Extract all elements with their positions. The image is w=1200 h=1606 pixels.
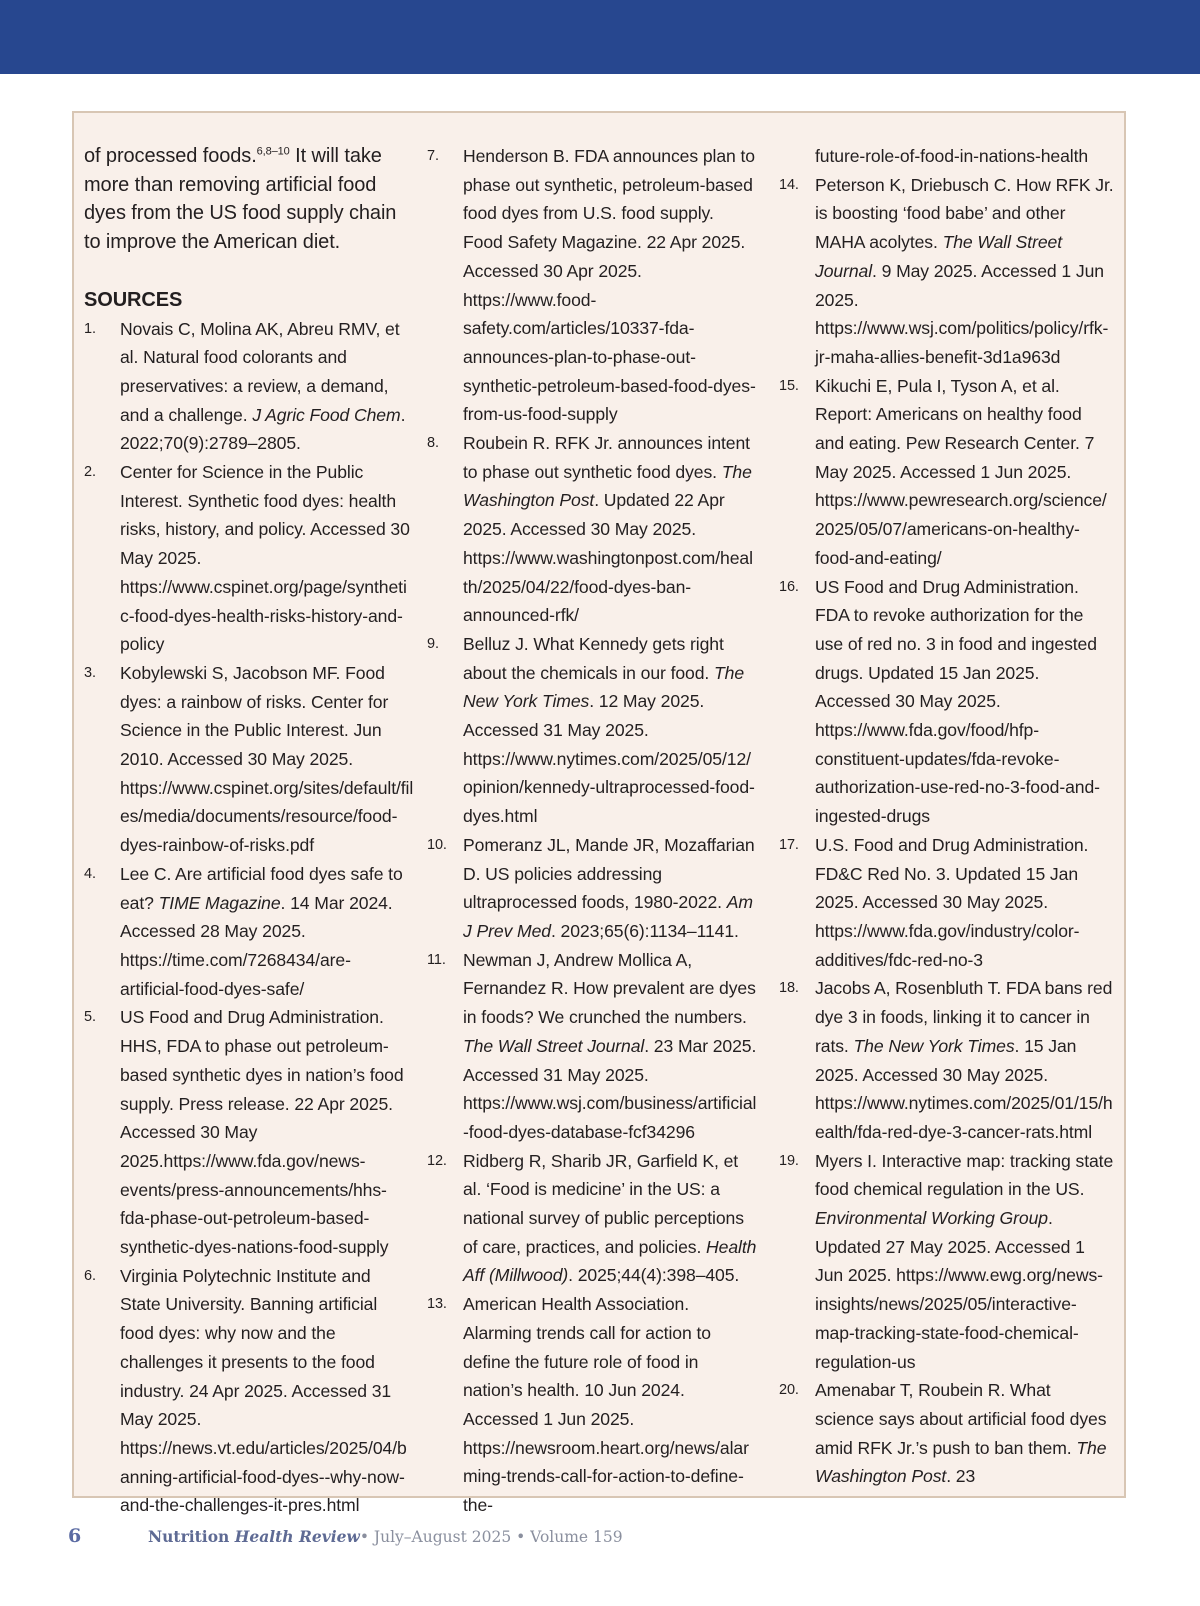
reference-text: Lee C. Are artificial food dyes safe to eat? TIME Magazine. 14 Mar 2024. Accessed 28 May 2025. https://time.com/7268434/are-artificial-food-dyes-safe/ — [120, 863, 403, 999]
reference-number: 4. — [84, 865, 96, 882]
reference-text: Roubein R. RFK Jr. announces intent to phase out synthetic food dyes. The Washington Post. Updated 22 Apr 2025. Accessed 30 May 2025. https://www.washingtonpost.com/health/2025/04/22/food-dyes-ban-announced-rfk/ — [463, 433, 753, 626]
reference-11 — [427, 946, 757, 1147]
reference-number: 20. — [779, 1382, 799, 1399]
reference-number: 19. — [779, 1152, 799, 1169]
reference-15 — [779, 372, 1114, 573]
reference-text: Jacobs A, Rosenbluth T. FDA bans red dye 3 in foods, linking it to cancer in rats. The New York Times. 15 Jan 2025. Accessed 30 May 2025. https://www.nytimes.com/2025/01/15/health/fda-red-dye-3-cancer-rats.html — [815, 978, 1113, 1142]
reference-number: 3. — [84, 664, 96, 681]
reference-text: Henderson B. FDA announces plan to phase out synthetic, petroleum-based food dyes from U.S. food supply. Food Safety Magazine. 22 Apr 2025. Accessed 30 Apr 2025. https://www.food-safety.com/articles/10337-fda-announces-plan-to-phase-out-synthetic-petroleum-based-food-dyes-from-us-food-supply — [463, 146, 756, 425]
reference-text: Amenabar T, Roubein R. What science says about artificial food dyes amid RFK Jr.’s push to ban them. The Washington Post. 23 — [815, 1380, 1107, 1487]
reference-text: US Food and Drug Administration. HHS, FDA to phase out petroleum-based synthetic dyes in nation’s food supply. Press release. 22 Apr 2025. Accessed 30 May 2025.https://www.fda.gov/news-events/press-announcements/hhs-fda-phase-out-petroleum-based-synthetic-dyes-nations-food-supply — [120, 1007, 404, 1258]
reference-number: 11. — [427, 951, 446, 968]
reference-list-2 — [427, 142, 757, 1520]
reference-text: Kobylewski S, Jacobson MF. Food dyes: a rainbow of risks. Center for Science in the Public Interest. Jun 2010. Accessed 30 May 2025. https://www.cspinet.org/sites/default/files/media/documents/resource/food-dyes-rainbow-of-risks.pdf — [120, 662, 414, 856]
intro-paragraph — [84, 142, 414, 257]
reference-5 — [84, 1003, 414, 1261]
column-3 — [779, 142, 1114, 1491]
reference-12 — [427, 1147, 757, 1291]
reference-number: 7. — [427, 148, 439, 164]
reference-text: Novais C, Molina AK, Abreu RMV, et al. Natural food colorants and preservatives: a review, a demand, and a challenge. J Agric Food Chem. 2022;70(9):2789–2805. — [120, 318, 406, 454]
journal-name: Nutrition Health Review — [148, 1527, 360, 1546]
reference-2 — [84, 458, 414, 659]
page-number: 6 — [68, 1525, 82, 1547]
reference-text: Virginia Polytechnic Institute and State University. Banning artificial food dyes: why now and the challenges it presents to the food industry. 24 Apr 2025. Accessed 31 May 2025. https://news.vt.edu/articles/2025/04/banning-artificial-food-dyes--why-now-and-the-challenges-it-pres.html — [120, 1265, 407, 1516]
reference-text: Peterson K, Driebusch C. How RFK Jr. is boosting ‘food babe’ and other MAHA acolytes. The Wall Street Journal. 9 May 2025. Accessed 1 Jun 2025. https://www.wsj.com/politics/policy/rfk-jr-maha-allies-benefit-3d1a963d — [815, 174, 1114, 367]
intro-text-before: of processed foods. — [84, 145, 257, 167]
reference-text: Ridberg R, Sharib JR, Garfield K, et al. ‘Food is medicine’ in the US: a national survey of public perceptions of care, practices, and policies. Health Aff (Millwood). 2025;44(4):398–405. — [463, 1150, 757, 1286]
reference-20 — [779, 1376, 1114, 1491]
reference-13-continuation: future-role-of-food-in-nations-health — [815, 146, 1089, 166]
issue-info: • July–August 2025 • Volume 159 — [359, 1528, 623, 1546]
column-1 — [84, 142, 414, 1520]
reference-14 — [779, 171, 1114, 372]
reference-3 — [84, 659, 414, 860]
reference-text: American Health Association. Alarming trends call for action to define the future role of food in nation’s health. 10 Jun 2024. Accessed 1 Jun 2025. https://newsroom.heart.org/news/alarming-trends-call-for-action-to-define-the- — [463, 1294, 749, 1516]
reference-text: Myers I. Interactive map: tracking state food chemical regulation in the US. Environmental Working Group. Updated 27 May 2025. Accessed 1 Jun 2025. https://www.ewg.org/news-insights/news/2025/05/interactive-map-tracking-state-food-chemical-regulation-us — [815, 1150, 1114, 1372]
reference-number: 14. — [779, 176, 799, 193]
reference-16 — [779, 573, 1114, 831]
reference-1 — [84, 315, 414, 459]
reference-10 — [427, 831, 757, 946]
reference-number: 6. — [84, 1267, 96, 1284]
intro-text-after: It will take more than removing artificial food dyes from the US food supply chain to improve the American diet. — [84, 145, 397, 254]
reference-text: Center for Science in the Public Interest. Synthetic food dyes: health risks, history, and policy. Accessed 30 May 2025. https://www.cspinet.org/page/synthetic-food-dyes-health-risks-history-and-policy — [120, 462, 410, 655]
reference-text: Newman J, Andrew Mollica A, Fernandez R. How prevalent are dyes in foods? We crunched the numbers. The Wall Street Journal. 23 Mar 2025. Accessed 31 May 2025. https://www.wsj.com/business/artificial-food-dyes-database-fcf34296 — [463, 949, 757, 1142]
reference-number: 8. — [427, 435, 439, 452]
reference-number: 10. — [427, 836, 447, 853]
reference-13 — [427, 1290, 757, 1520]
reference-text: Kikuchi E, Pula I, Tyson A, et al. Report: Americans on healthy food and eating. Pew Research Center. 7 May 2025. Accessed 1 Jun 2025. https://www.pewresearch.org/science/2025/05/07/americans-on-healthy-food-and-eating/ — [815, 375, 1107, 568]
reference-number: 15. — [779, 377, 799, 394]
sources-panel — [72, 111, 1126, 1516]
intro-citation: 6,8–10 — [256, 145, 290, 158]
reference-number: 17. — [779, 836, 799, 853]
header-band — [0, 0, 1200, 74]
page-footer — [68, 1525, 623, 1555]
reference-8 — [427, 429, 757, 630]
reference-text: Pomeranz JL, Mande JR, Mozaffarian D. US policies addressing ultraprocessed foods, 1980-2022. Am J Prev Med. 2023;65(6):1134–1141. — [463, 834, 755, 941]
reference-number: 5. — [84, 1009, 96, 1026]
reference-number: 13. — [427, 1296, 447, 1313]
reference-list-3 — [779, 171, 1114, 1491]
reference-7 — [427, 142, 757, 429]
reference-4 — [84, 860, 414, 1004]
reference-text: U.S. Food and Drug Administration. FD&C Red No. 3. Updated 15 Jan 2025. Accessed 30 May 2025. https://www.fda.gov/industry/color-additives/fdc-red-no-3 — [815, 834, 1089, 970]
reference-text: Belluz J. What Kennedy gets right about the chemicals in our food. The New York Times. 12 May 2025. Accessed 31 May 2025. https://www.nytimes.com/2025/05/12/opinion/kennedy-ultraprocessed-food-dyes.html — [463, 633, 755, 827]
reference-text: US Food and Drug Administration. FDA to revoke authorization for the use of red no. 3 in food and ingested drugs. Updated 15 Jan 2025. Accessed 30 May 2025. https://www.fda.gov/food/hfp-constituent-updates/fda-revoke-authorization-use-red-no-3-food-and-ingested-drugs — [815, 576, 1100, 827]
reference-17 — [779, 831, 1114, 975]
column-2 — [427, 142, 757, 1520]
reference-number: 9. — [427, 635, 439, 652]
reference-number: 12. — [427, 1152, 447, 1169]
reference-number: 1. — [84, 320, 96, 337]
reference-9 — [427, 630, 757, 831]
reference-number: 2. — [84, 464, 96, 481]
reference-number: 18. — [779, 980, 799, 997]
reference-6 — [84, 1262, 414, 1520]
reference-19 — [779, 1147, 1114, 1377]
reference-list-1 — [84, 315, 414, 1521]
reference-number: 16. — [779, 578, 799, 595]
reference-18 — [779, 974, 1114, 1146]
sources-heading: SOURCES — [84, 288, 183, 311]
